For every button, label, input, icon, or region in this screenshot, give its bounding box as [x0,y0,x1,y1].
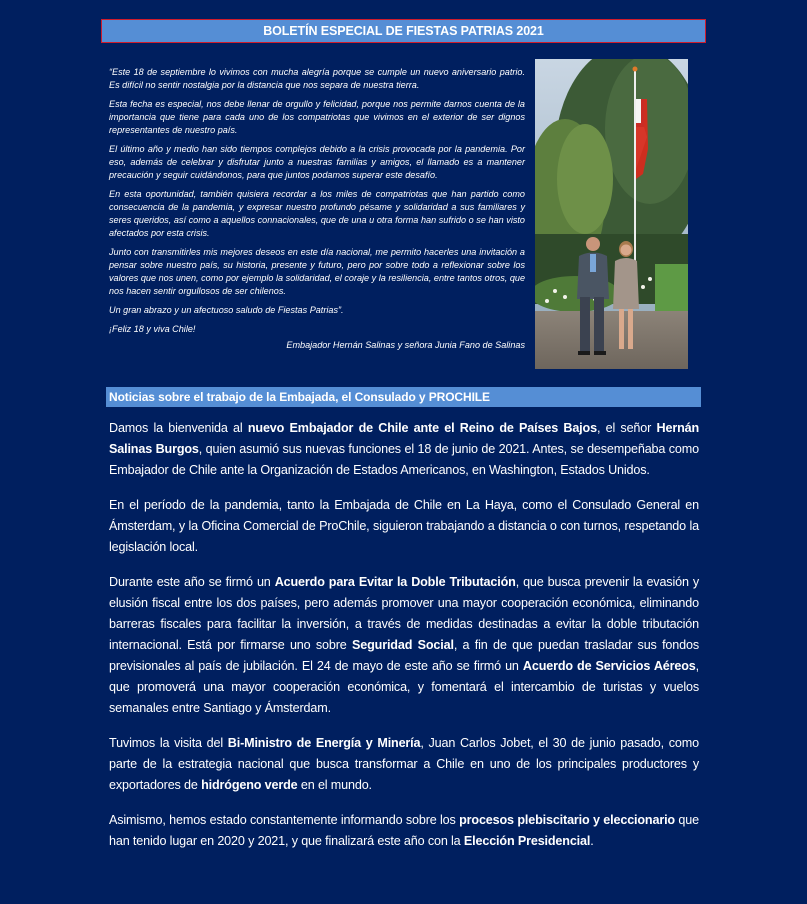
news-section-heading-bar [106,387,701,407]
text: , que busca prevenir la evasión y elusión fiscal entre los dos países, pero además promover una mayor cooperación económica, eliminando barreras fiscales para facilitar la inversión, a través de medidas destinadas a evitar la doble tributación internacional. Está por firmarse uno sobre [109,575,699,652]
letter-paragraph: “Este 18 de septiembre lo vivimos con mucha alegría porque se cumple un nuevo aniversario patrio. Es difícil no sentir nostalgia por la distancia que nos separa de nuestra tierra. [109,67,525,90]
letter-paragraph: Un gran abrazo y un afectuoso saludo de Fiestas Patrias”. [109,305,344,315]
ambassador-photo [535,59,688,369]
text: que han tenido lugar en 2020 y 2021, y que finalizará este año con la [109,813,699,848]
text: , el señor [596,421,657,435]
bold-text: nuevo Embajador de Chile ante el Reino de Países Bajos [247,421,597,435]
bold-text: Elección Presidencial [463,834,591,848]
text: , quien asumió sus nuevas funciones el 18 de junio de 2021. Antes, se desempeñaba como Embajador de Chile ante la Organización de Estados Americanos, en Washington, Estados Unidos. [109,442,699,477]
text: Damos la bienvenida al [109,421,248,435]
letter-paragraph: Junto con transmitirles mis mejores deseos en este día nacional, me permito hacerles una invitación a pensar sobre nuestro país, su historia, presente y futuro, pero por sobre todo a reflexionar sobre los valores que nos unen, como por ejemplo la solidaridad, el coraje y la resiliencia, entre tantos otros, que nos hacen sentir orgullosos de ser chilenos. [109,247,525,296]
text: , a fin de que puedan trasladar sus fondos previsionales al país de jubilación. El 24 de mayo de este año se firmó un [109,638,699,673]
bold-text: Hernán Salinas Burgos [109,421,700,456]
news-paragraph-pandemic: En el período de la pandemia, tanto la Embajada de Chile en La Haya, como el Consulado General en Ámsterdam, y la Oficina Comercial de ProChile, siguieron trabajando a distancia o con turnos, respetando la legislación local. [109,498,699,554]
text: . [590,834,594,848]
letter-paragraph: Esta fecha es especial, nos debe llenar de orgullo y felicidad, porque nos permite darnos cuenta de la importancia que tiene para cada uno de los compatriotas que vivimos en el exterior de ser dignos representantes de nuestro país. [109,99,525,135]
text: , que promoverá una mayor cooperación económica, y fomentará el intercambio de turistas y vuelos semanales entre Santiago y Ámsterdam. [109,659,699,715]
left-tree-light [557,124,613,234]
news-section-heading: Noticias sobre el trabajo de la Embajada, el Consulado y PROCHILE [109,390,490,404]
bold-text: hidrógeno verde [201,778,298,792]
news-paragraph-elections [109,810,699,852]
bold-text: procesos plebiscitario y eleccionario [459,813,675,827]
letter-signature: Embajador Hernán Salinas y señora Junia Fano de Salinas [286,340,525,350]
text: , Juan Carlos Jobet, el 30 de junio pasado, como parte de la estrategia nacional que busca transformar a Chile en uno de los principales productores y exportadores de [109,736,699,792]
ambassador-letter [109,66,525,358]
news-paragraph-minister-visit [109,733,699,796]
flagpole-finial [633,67,638,72]
text: en el mundo. [297,778,372,792]
letter-paragraph: En esta oportunidad, también quisiera recordar a los miles de compatriotas que han partido como consecuencia de la pandemia, y expresar nuestro profundo pésame y solidaridad a sus familiares y seres queridos, así como a aquellos connacionales, que de una u otra forma han sufrido o se han visto afectados por esta crisis. [109,189,525,238]
paved-path [535,311,688,369]
text: Tuvimos la visita del [109,736,228,750]
bold-text: Seguridad Social [352,638,454,652]
newsletter-title: BOLETÍN ESPECIAL DE FIESTAS PATRIAS 2021 [263,24,544,38]
bold-text: Bi-Ministro de Energía y Minería [227,736,421,750]
text: Asimismo, hemos estado constantemente informando sobre los [109,813,460,827]
news-body [109,418,699,866]
letter-paragraph: El último año y medio han sido tiempos complejos debido a la crisis provocada por la pandemia. Por eso, además de celebrar y disfrutar junto a nuestras familias y amigos, el llamado es a mantener precaución y seguir cuidándonos, para que juntos podamos superar este desafío. [109,144,525,180]
photo-illustration [535,59,688,369]
news-paragraph-new-ambassador [109,418,699,481]
letter-closing: ¡Feliz 18 y viva Chile! [109,324,196,334]
text: Durante este año se firmó un [109,575,275,589]
newsletter-title-banner [101,19,706,43]
lawn [655,264,688,314]
bold-text: Acuerdo para Evitar la Doble Tributación [274,575,516,589]
news-paragraph-agreements [109,572,699,719]
bold-text: Acuerdo de Servicios Aéreos [522,659,696,673]
